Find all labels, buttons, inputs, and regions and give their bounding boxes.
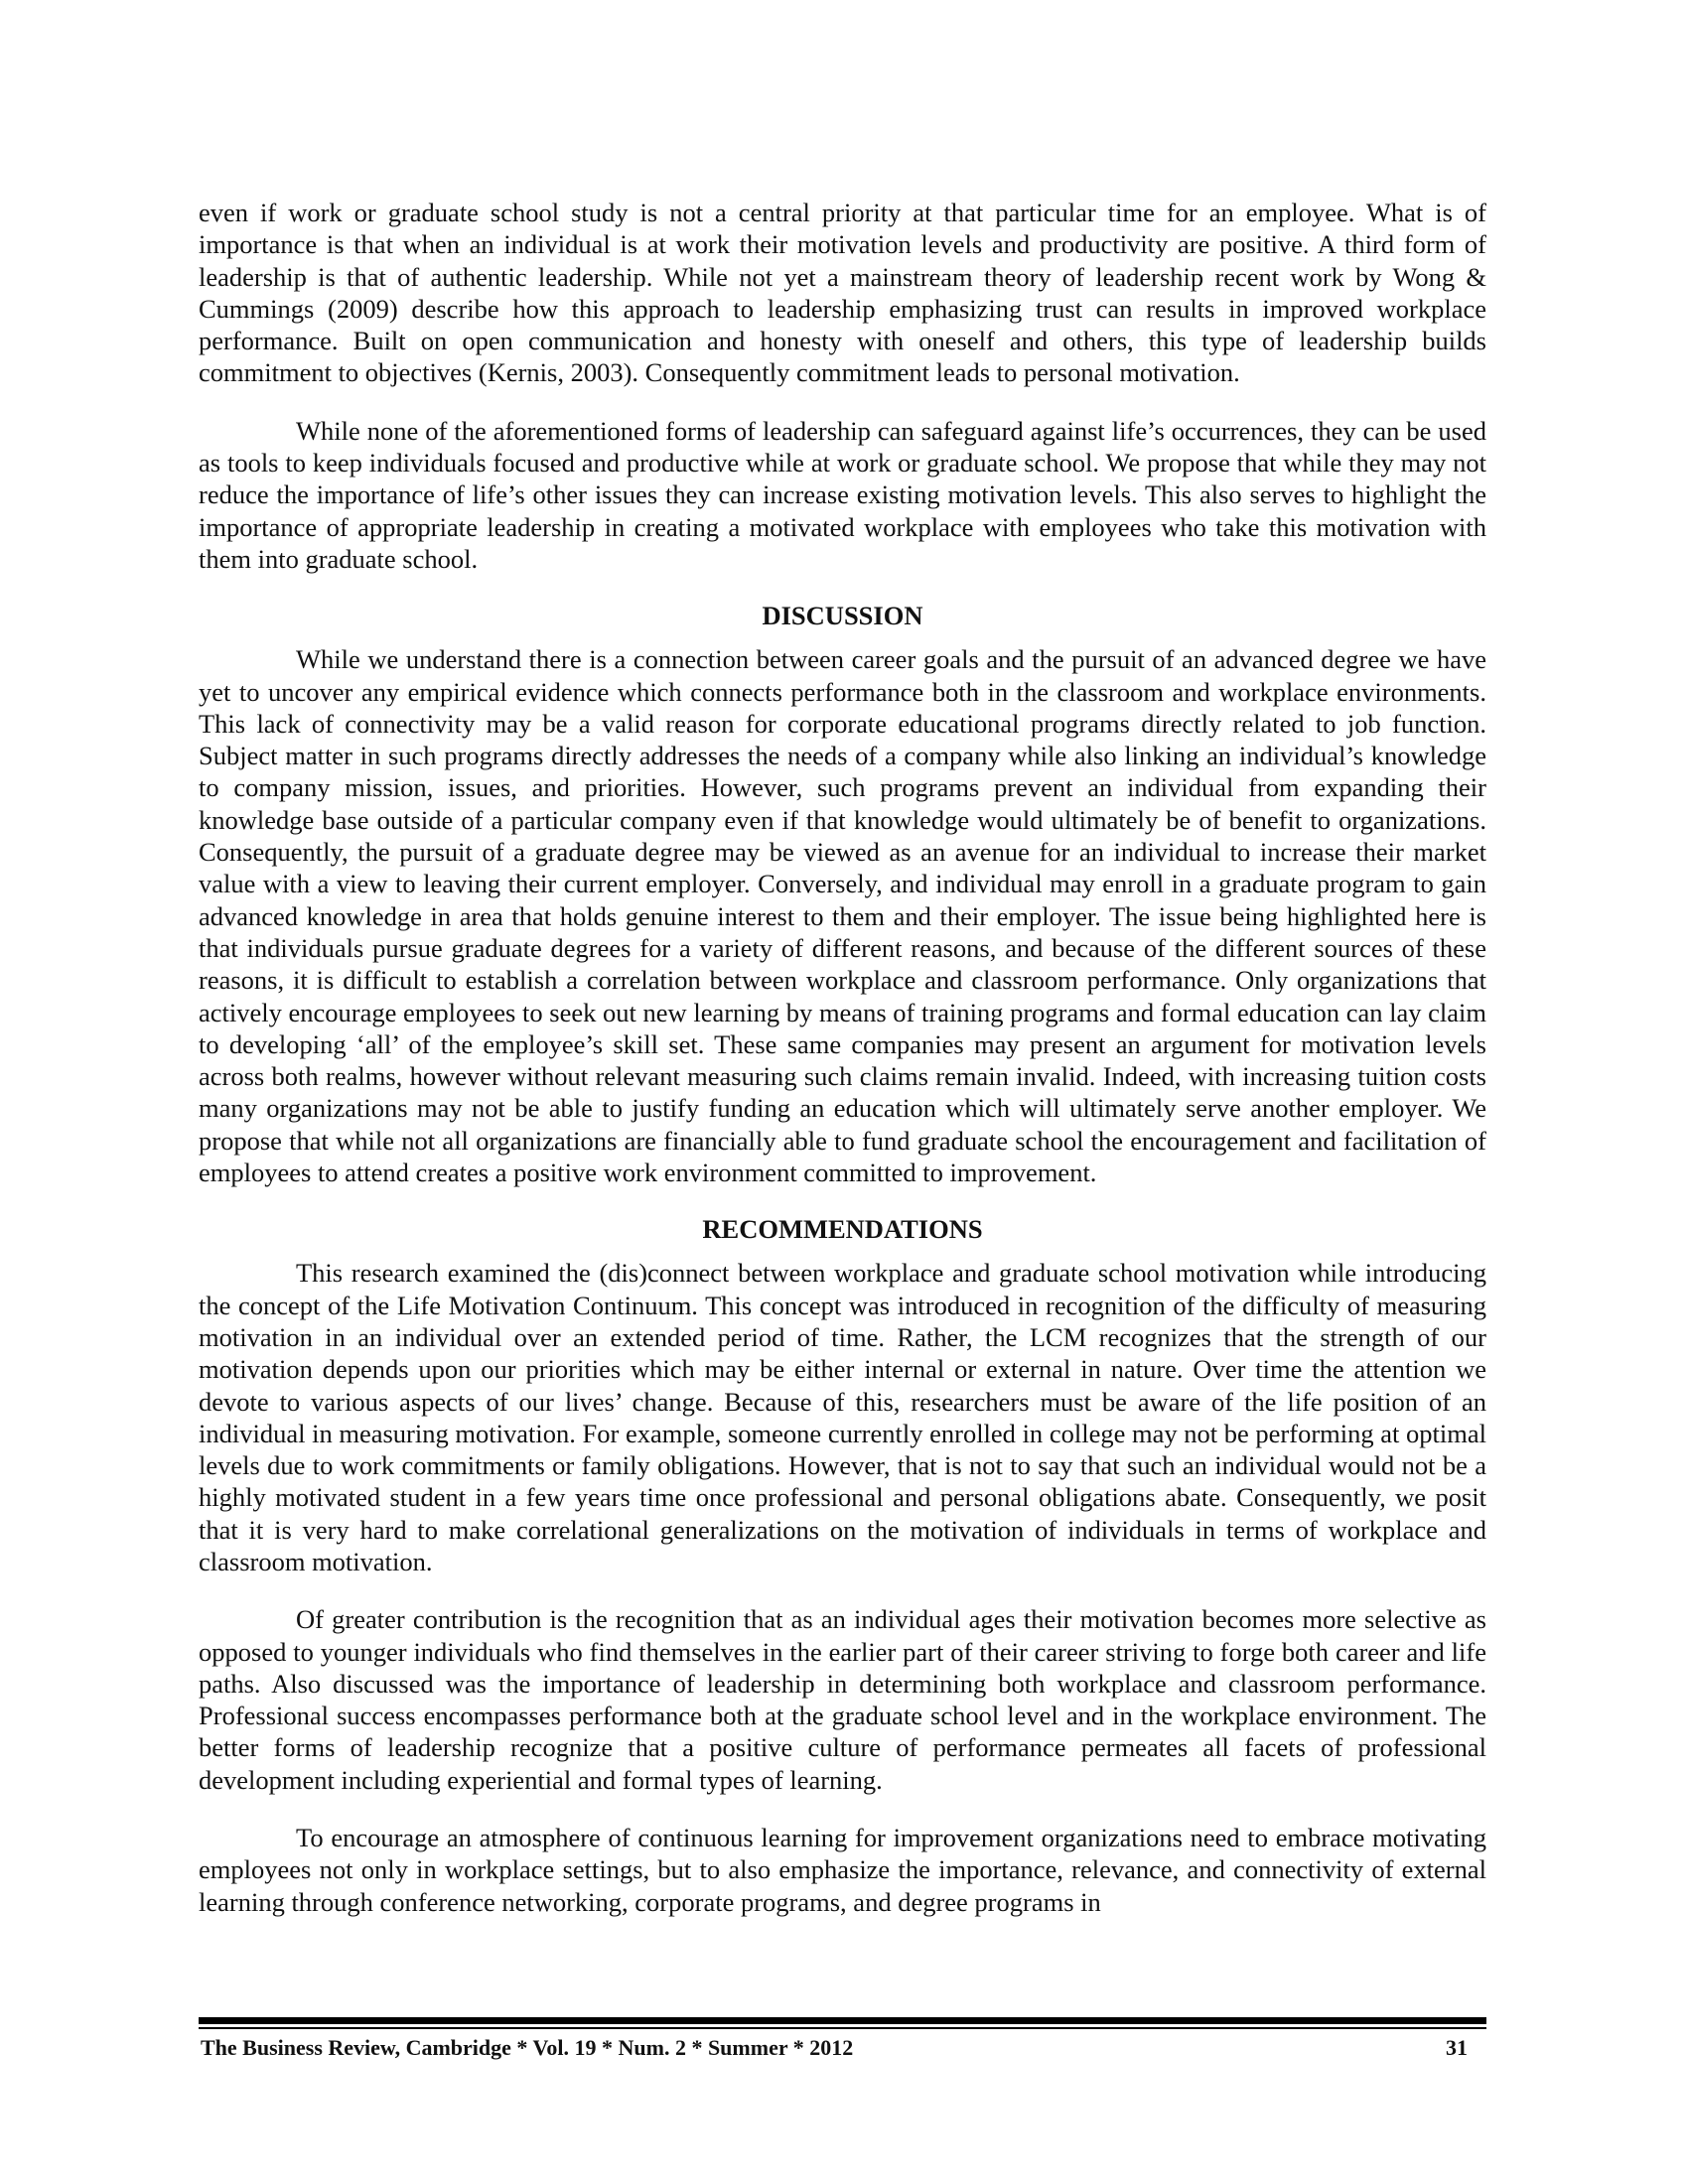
paragraph: This research examined the (dis)connect between workplace and graduate school motivation while introducing the concept of the Life Motivation Continuum. This concept was introduced in recognition of the difficulty of measuring motivation in an individual over an extended period of time. Rather, the LCM recognizes that the strength of our motivation depends upon our priorities which may be either internal or external in nature. Over time the attention we devote to various aspects of our lives’ change. Because of this, researchers must be aware of the life position of an individual in measuring motivation. For example, someone currently enrolled in college may not be performing at optimal levels due to work commitments or family obligations. However, that is not to say that such an individual would not be a highly motivated student in a few years time once professional and personal obligations abate. Consequently, we posit that it is very hard to make correlational generalizations on the motivation of individuals in terms of workplace and classroom motivation.: [199, 1258, 1486, 1576]
section-heading-recommendations: RECOMMENDATIONS: [702, 1214, 983, 1245]
footer-rule: [199, 2017, 1486, 2024]
paragraph: even if work or graduate school study is not a central priority at that particular time for an employee. What is of importance is that when an individual is at work their motivation levels and productivity are positive. A third form of leadership is that of authentic leadership. While not yet a mainstream theory of leadership recent work by Wong & Cummings (2009) describe how this approach to leadership emphasizing trust can results in improved workplace performance. Built on open communication and honesty with oneself and others, this type of leadership builds commitment to objectives (Kernis, 2003). Consequently commitment leads to personal motivation.: [199, 198, 1486, 388]
section-heading-discussion: DISCUSSION: [762, 601, 923, 631]
paragraph: To encourage an atmosphere of continuous learning for improvement organizations need to embrace motivating employees not only in workplace settings, but to also emphasize the importance, relevance, and connectivity of external learning through conference networking, corporate programs, and degree programs in: [199, 1823, 1486, 1917]
journal-citation: The Business Review, Cambridge * Vol. 19 * Num. 2 * Summer * 2012: [201, 2035, 854, 2060]
article-body: [199, 197, 1486, 1918]
page-footer: [201, 2033, 1468, 2063]
paragraph: While none of the aforementioned forms of leadership can safeguard against life’s occurrences, they can be used as tools to keep individuals focused and productive while at work or graduate school. We propose that while they may not reduce the importance of life’s other issues they can increase existing motivation levels. This also serves to highlight the importance of appropriate leadership in creating a motivated workplace with employees who take this motivation with them into graduate school.: [199, 415, 1486, 574]
paragraph: Of greater contribution is the recognition that as an individual ages their motivation becomes more selective as opposed to younger individuals who find themselves in the earlier part of their career striving to forge both career and life paths. Also discussed was the importance of leadership in determining both workplace and classroom performance. Professional success encompasses performance both at the graduate school level and in the workplace environment. The better forms of leadership recognize that a positive culture of performance permeates all facets of professional development including experiential and formal types of learning.: [199, 1604, 1486, 1795]
paragraph: While we understand there is a connection between career goals and the pursuit of an advanced degree we have yet to uncover any empirical evidence which connects performance both in the classroom and workplace environments. This lack of connectivity may be a valid reason for corporate educational programs directly related to job function. Subject matter in such programs directly addresses the needs of a company while also linking an individual’s knowledge to company mission, issues, and priorities. However, such programs prevent an individual from expanding their knowledge base outside of a particular company even if that knowledge would ultimately be of benefit to organizations. Consequently, the pursuit of a graduate degree may be viewed as an avenue for an individual to increase their market value with a view to leaving their current employer. Conversely, and individual may enroll in a graduate program to gain advanced knowledge in area that holds genuine interest to them and their employer. The issue being highlighted here is that individuals pursue graduate degrees for a variety of different reasons, and because of the different sources of these reasons, it is difficult to establish a correlation between workplace and classroom performance. Only organizations that actively encourage employees to seek out new learning by means of training programs and formal education can lay claim to developing ‘all’ of the employee’s skill set. These same companies may present an argument for motivation levels across both realms, however without relevant measuring such claims remain invalid. Indeed, with increasing tuition costs many organizations may not be able to justify funding an education which will ultimately serve another employer. We propose that while not all organizations are financially able to fund graduate school the encouragement and facilitation of employees to attend creates a positive work environment committed to improvement.: [199, 644, 1486, 1188]
footer-rule-thin: [199, 2027, 1486, 2029]
page-number: 31: [1446, 2035, 1468, 2060]
